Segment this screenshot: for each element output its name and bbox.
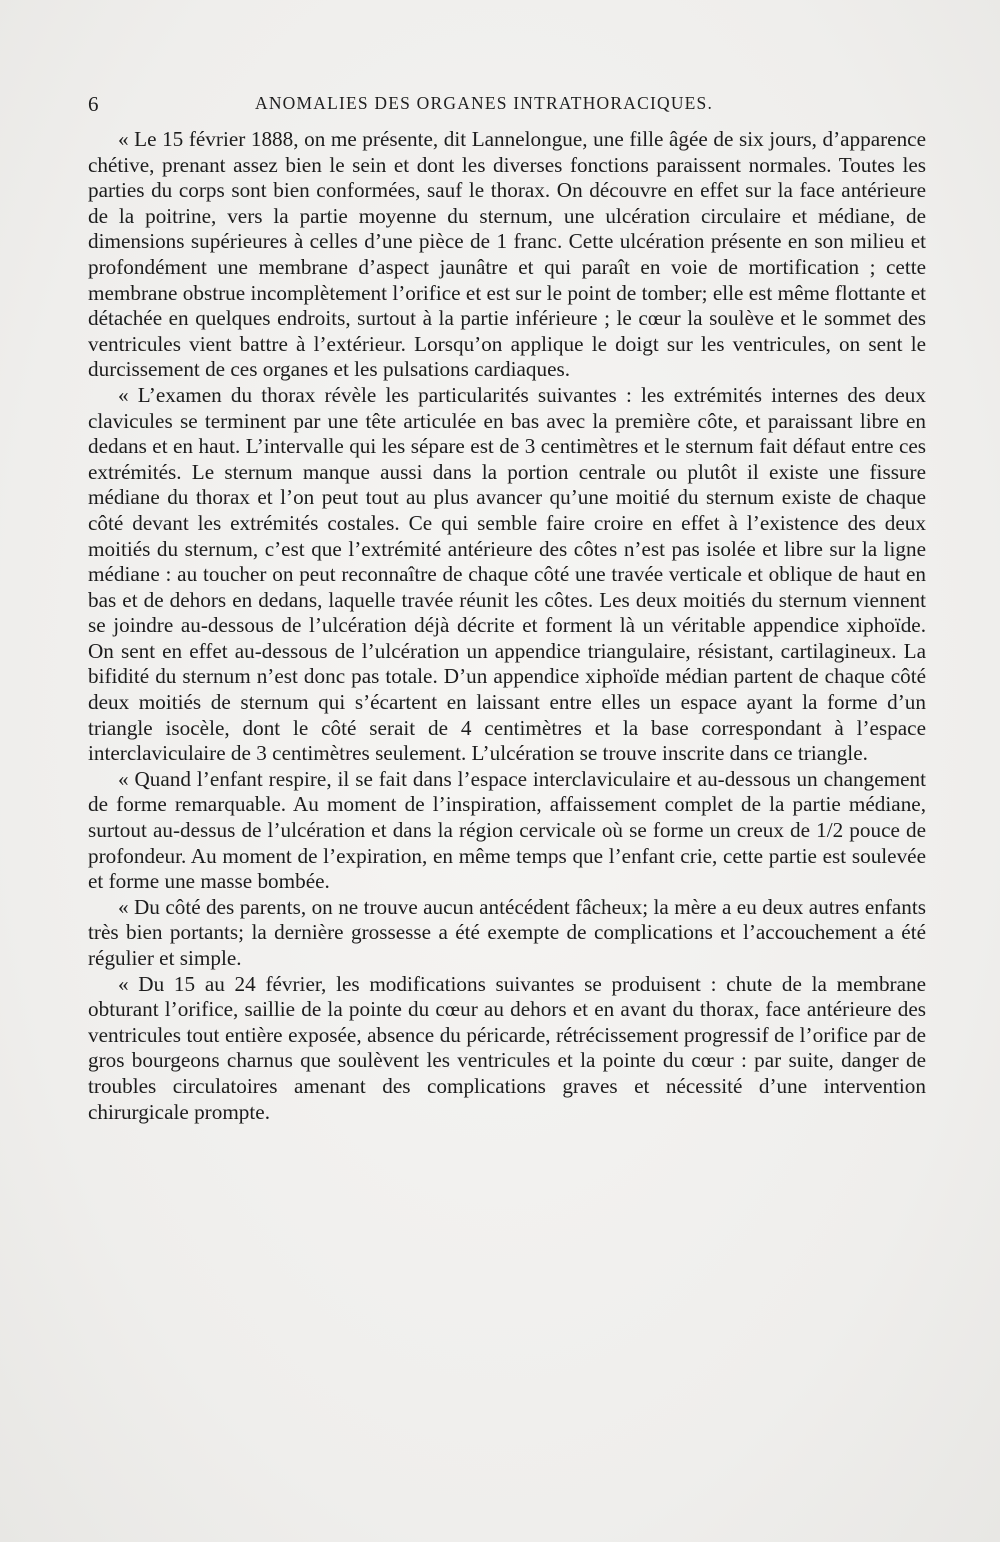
paragraph-5: « Du 15 au 24 février, les modifications suivantes se produisent : chute de la membrane obturant l’orifice, saillie de la pointe du cœur au dehors et en avant du thorax, face antérieure des ventricules tout entière exposée, absence du péricarde, rétrécissement progressif de l’orifice par de gros bourgeons charnus que soulèvent les ventricules et la pointe du cœur : par suite, danger de troubles circulatoires amenant des complications graves et nécessité d’une intervention chirurgicale prompte. xyxy=(88,971,926,1124)
paragraph-1: « Le 15 février 1888, on me présente, dit Lannelongue, une fille âgée de six jours, d’apparence chétive, prenant assez bien le sein et dont les diverses fonctions paraissent normales. Toutes les parties du corps sont bien conformées, sauf le thorax. On découvre en effet sur la face antérieure de la poitrine, vers la partie moyenne du sternum, une ulcération circulaire et médiane, de dimensions supérieures à celles d’une pièce de 1 franc. Cette ulcération présente en son milieu et profondément une membrane d’aspect jaunâtre et qui paraît en voie de mortification ; cette membrane obstrue incomplètement l’orifice et est sur le point de tomber; elle est même flottante et détachée en quelques endroits, surtout à la partie inférieure ; le cœur la soulève et le sommet des ventricules vient battre à l’extérieur. Lorsqu’on applique le doigt sur les ventricules, on sent le durcissement de ces organes et les pulsations cardiaques. xyxy=(88,127,926,382)
paragraph-4: « Du côté des parents, on ne trouve aucun antécédent fâcheux; la mère a eu deux autres enfants très bien portants; la dernière grossesse a été exempte de complications et l’accouchement a été régulier et simple. xyxy=(88,894,926,970)
running-head xyxy=(88,92,930,122)
page-number: 6 xyxy=(88,92,99,116)
paragraph-2: « L’examen du thorax révèle les particularités suivantes : les extrémités internes des deux clavicules se terminent par une tête articulée en bas avec la première côte, et paraissant libre en dedans et en haut. L’intervalle qui les sépare est de 3 centimètres et le sternum fait défaut entre ces extrémités. Le sternum manque aussi dans la portion centrale ou plutôt il existe une fissure médiane du thorax et l’on peut tout au plus avancer qu’une moitié du sternum existe de chaque côté devant les extrémités costales. Ce qui semble faire croire en effet à l’existence des deux moitiés du sternum, c’est que l’extrémité antérieure des côtes n’est pas isolée et libre sur la ligne médiane : au toucher on peut reconnaître de chaque côté une travée verticale et oblique de haut en bas et de dehors en dedans, laquelle travée réunit les côtes. Les deux moitiés du sternum viennent se joindre au-dessous de l’ulcération déjà décrite et forment là un véritable appendice xiphoïde. On sent en effet au-dessous de l’ulcération un appendice triangulaire, résistant, cartilagineux. La bifidité du sternum n’est donc pas totale. D’un appendice xiphoïde médian partent de chaque côté deux moitiés de sternum qui s’écartent en laissant entre elles un espace ayant la forme d’un triangle isocèle, dont le côté serait de 4 centimètres et la base correspondant à l’espace interclaviculaire de 3 centimètres seulement. L’ulcération se trouve inscrite dans ce triangle. xyxy=(88,382,926,766)
paragraph-3: « Quand l’enfant respire, il se fait dans l’espace interclaviculaire et au-dessous un changement de forme remarquable. Au moment de l’inspiration, affaissement complet de la partie médiane, surtout au-dessus de l’ulcération et dans la région cervicale où se forme un creux de 1/2 pouce de profondeur. Au moment de l’expiration, en même temps que l’enfant crie, cette partie est soulevée et forme une masse bombée. xyxy=(88,766,926,894)
body-text xyxy=(88,127,926,1125)
header-title: ANOMALIES DES ORGANES INTRATHORACIQUES. xyxy=(255,93,714,113)
